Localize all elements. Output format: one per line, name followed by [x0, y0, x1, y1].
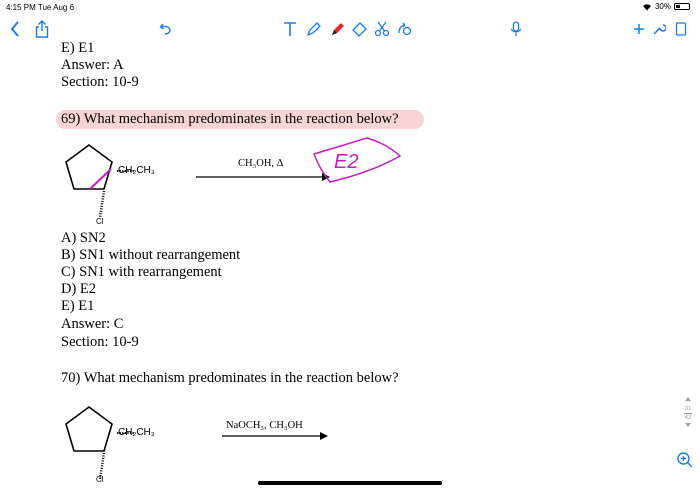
eraser-tool-button[interactable] — [350, 14, 370, 44]
option-a-69: A) SN2 — [61, 230, 106, 246]
option-b-69: B) SN1 without rearrangement — [61, 247, 241, 263]
section-69: Section: 10-9 — [61, 334, 139, 350]
status-time: 4:15 PM Tue Aug 6 — [6, 3, 75, 12]
pen-tool-button[interactable] — [304, 14, 324, 44]
microphone-icon — [510, 21, 522, 37]
option-e-69: E) E1 — [61, 298, 95, 314]
reaction-arrow-70 — [222, 430, 334, 442]
zoom-in-icon — [676, 451, 694, 469]
undo-icon — [159, 22, 173, 36]
cyclopentane-70 — [55, 399, 135, 489]
answer-prev: Answer: A — [61, 57, 124, 73]
microphone-button[interactable] — [506, 14, 526, 44]
share-button[interactable] — [32, 14, 52, 44]
highlighter-icon — [330, 21, 346, 37]
chevron-left-icon — [10, 21, 20, 37]
share-icon — [35, 20, 49, 38]
status-right — [642, 2, 690, 11]
pen-icon — [306, 21, 322, 37]
plus-icon — [633, 23, 645, 35]
shapes-icon — [396, 21, 412, 37]
settings-button[interactable] — [650, 14, 668, 44]
substituent-70: CH₂CH₃ — [118, 427, 155, 438]
question-70: 70) What mechanism predominates in the reaction below? — [61, 370, 399, 386]
battery-icon — [674, 3, 690, 10]
section-prev: Section: 10-9 — [61, 74, 139, 90]
back-button[interactable] — [6, 14, 24, 44]
reagent-70: NaOCH₃, CH₃OH — [226, 420, 303, 431]
page-current: 31 — [684, 406, 692, 412]
zoom-button[interactable] — [676, 451, 694, 469]
chloro-69: Cl — [96, 217, 104, 226]
substituent-69: CH₂CH₃ — [118, 165, 155, 176]
handwritten-text: E2 — [334, 151, 359, 173]
home-indicator[interactable] — [258, 481, 442, 485]
page-icon — [675, 22, 687, 36]
page-view-button[interactable] — [672, 14, 690, 44]
chevron-down-icon — [684, 422, 692, 428]
text-tool-icon — [283, 21, 297, 37]
add-page-button[interactable] — [630, 14, 648, 44]
toolbar — [0, 14, 700, 44]
scissors-icon — [374, 21, 390, 37]
wrench-icon — [652, 22, 666, 36]
page-total: 42 — [684, 415, 692, 421]
document-page[interactable] — [0, 40, 700, 489]
handwritten-annotation — [312, 134, 402, 186]
chevron-up-icon — [684, 396, 692, 402]
shapes-tool-button[interactable] — [394, 14, 414, 44]
text-tool-button[interactable] — [280, 14, 300, 44]
option-d-69: D) E2 — [61, 281, 97, 297]
battery-percent: 30% — [654, 2, 671, 11]
lasso-tool-button[interactable] — [372, 14, 392, 44]
cyclopentane-69 — [55, 137, 135, 232]
chloro-70: Cl — [96, 475, 104, 484]
reagent-69: CH₃OH, Δ — [238, 158, 284, 169]
page-indicator[interactable] — [682, 396, 694, 431]
wifi-icon — [642, 3, 652, 11]
highlighter-tool-button[interactable] — [328, 14, 348, 44]
option-c-69: C) SN1 with rearrangement — [61, 264, 222, 280]
status-bar — [0, 0, 700, 14]
option-e-prev: E) E1 — [61, 40, 95, 56]
eraser-icon — [352, 21, 368, 37]
undo-button[interactable] — [156, 14, 176, 44]
question-69: 69) What mechanism predominates in the reaction below? — [61, 111, 399, 127]
answer-69: Answer: C — [61, 316, 124, 332]
